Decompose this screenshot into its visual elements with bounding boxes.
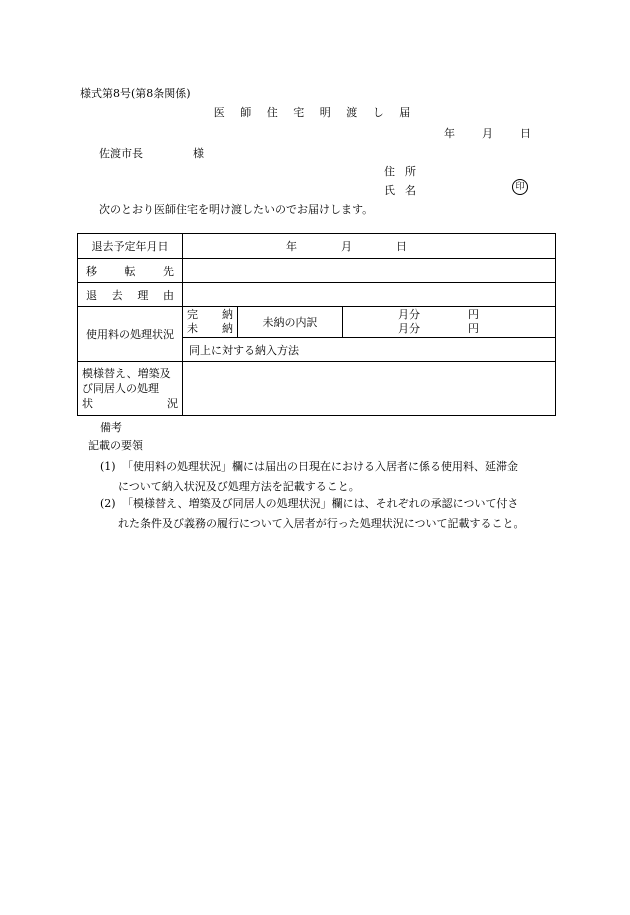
label-char: 先	[163, 264, 174, 278]
note-text: 「使用料の処理状況」欄には届出の日現在における入居者に係る使用料、延滞金	[122, 460, 518, 473]
year-label: 年	[444, 127, 455, 140]
unpaid-option[interactable]: 未 納	[187, 322, 233, 335]
row-usage-fee	[78, 307, 556, 362]
row-remodel-status	[78, 362, 556, 416]
month-label: 月	[341, 240, 352, 253]
instruction-note-1	[100, 457, 518, 497]
payment-status-options[interactable]	[183, 307, 238, 337]
document-title: 医 師 住 宅 明 渡 し 届	[213, 106, 417, 119]
day-label: 日	[396, 240, 407, 253]
move-out-date-label-text: 退去予定年月日	[91, 240, 169, 253]
addressee-name: 佐渡市長	[99, 147, 143, 160]
label-char: 理	[137, 288, 149, 302]
label-char: 転	[124, 264, 136, 278]
name-label: 氏名	[384, 184, 426, 197]
remodel-label-line: び同居人の処理	[82, 382, 159, 395]
label-char: 況	[167, 397, 178, 410]
move-out-date-field[interactable]	[183, 234, 556, 259]
label-char: 退	[86, 288, 97, 302]
submission-date	[444, 125, 531, 141]
usage-fee-label-text: 使用料の処理状況	[86, 328, 174, 341]
usage-fee-label	[78, 307, 183, 362]
notice-table	[77, 233, 556, 416]
remodel-status-field[interactable]	[183, 362, 556, 416]
payment-method-field[interactable]: 同上に対する納入方法	[189, 344, 299, 357]
row-move-out-date	[78, 234, 556, 259]
note-text: れた条件及び義務の履行について入居者が行った処理状況について記載すること。	[118, 517, 525, 530]
honorific: 様	[193, 147, 204, 160]
amount-line: 月分 円	[398, 308, 479, 321]
note-number: (1)	[100, 460, 116, 473]
reason-label	[78, 283, 183, 307]
day-label: 日	[520, 127, 531, 140]
row-reason	[78, 283, 556, 307]
label-char: 移	[86, 264, 97, 278]
paid-full-option[interactable]: 完 納	[187, 308, 233, 321]
remodel-status-label	[78, 362, 183, 416]
destination-label	[78, 259, 183, 283]
unpaid-detail-label: 未納の内訳	[238, 307, 343, 337]
usage-fee-cell	[183, 307, 556, 362]
addressee	[99, 145, 204, 161]
row-destination	[78, 259, 556, 283]
remarks-heading: 備考	[100, 421, 122, 434]
address-label: 住所	[384, 165, 426, 178]
destination-field[interactable]	[183, 259, 556, 283]
unpaid-amounts[interactable]	[343, 307, 555, 337]
note-text: について納入状況及び処理方法を記載すること。	[118, 480, 360, 493]
label-char: 去	[111, 288, 123, 302]
year-label: 年	[286, 240, 297, 253]
label-char: 状	[82, 397, 93, 410]
month-label: 月	[482, 127, 493, 140]
form-number: 様式第8号(第8条関係)	[80, 87, 191, 100]
move-out-date-label	[78, 234, 183, 259]
remodel-label-line: 模様替え、増築及	[82, 367, 171, 380]
reason-field[interactable]	[183, 283, 556, 307]
payment-status-row	[183, 307, 555, 338]
intro-text: 次のとおり医師住宅を明け渡したいのでお届けします。	[99, 203, 374, 216]
instruction-note-2	[100, 494, 525, 534]
label-char: 由	[162, 288, 174, 302]
amount-line: 月分 円	[398, 322, 479, 335]
seal-mark-icon: 印	[512, 179, 528, 195]
note-text: 「模様替え、増築及び同居人の処理状況」欄には、それぞれの承認について付さ	[122, 497, 519, 510]
instructions-heading: 記載の要領	[88, 439, 143, 452]
note-number: (2)	[100, 497, 116, 510]
